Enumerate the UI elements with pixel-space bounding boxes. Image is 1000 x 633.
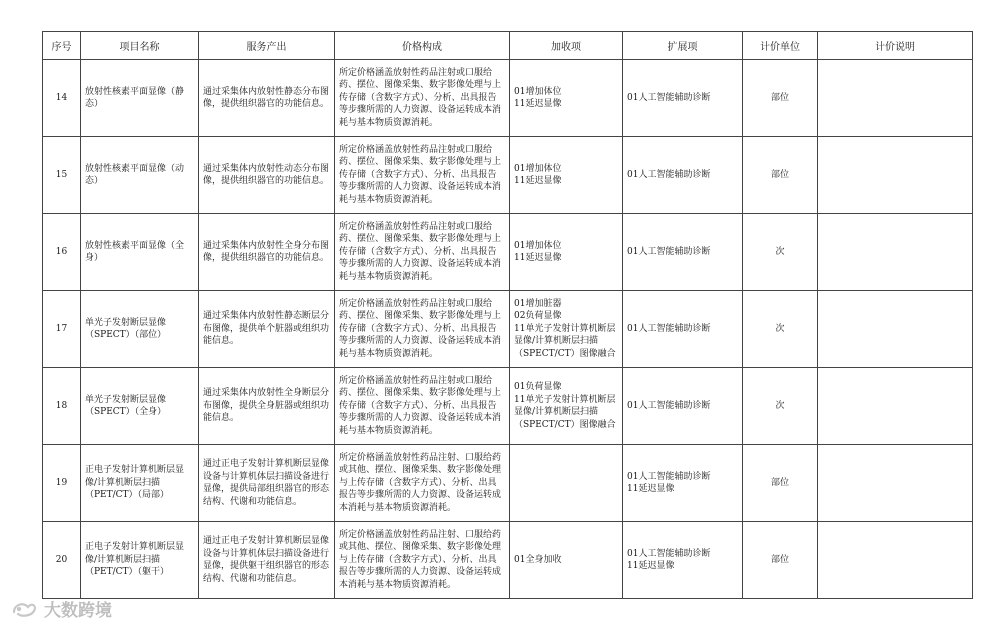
cell-price: 所定价格涵盖放射性药品注射或口服给药、摆位、图像采集、数字影像处理与上传存储（含数字方式）、分析、出具报告等步骤所需的人力资源、设备运转成本消耗与基本物质资源消耗。 — [335, 291, 510, 368]
cell-no: 14 — [43, 60, 81, 137]
cell-surcharge: 01增加脏器 02负荷显像 11单光子发射计算机断层显像/计算机断层扫描（SPECT/CT）图像融合 — [510, 291, 623, 368]
cell-no: 15 — [43, 137, 81, 214]
cell-extension: 01人工智能辅助诊断 — [623, 137, 743, 214]
table-row — [43, 445, 973, 522]
cell-price: 所定价格涵盖放射性药品注射、口服给药或其他、摆位、图像采集、数字影像处理与上传存储（含数字方式）、分析、出具报告等步骤所需的人力资源、设备运转成本消耗与基本物质资源消耗。 — [335, 445, 510, 522]
cell-note — [818, 368, 973, 445]
table-row — [43, 214, 973, 291]
cell-surcharge: 01增加体位 11延迟显像 — [510, 137, 623, 214]
header-output: 服务产出 — [199, 32, 335, 60]
cell-unit: 部位 — [743, 60, 818, 137]
cell-surcharge: 01负荷显像 11单光子发射计算机断层显像/计算机断层扫描（SPECT/CT）图像融合 — [510, 368, 623, 445]
cell-output: 通过采集体内放射性动态分布图像，提供组织器官的功能信息。 — [199, 137, 335, 214]
cell-unit: 次 — [743, 368, 818, 445]
cell-unit: 部位 — [743, 137, 818, 214]
table-row — [43, 368, 973, 445]
cell-surcharge: 01增加体位 11延迟显像 — [510, 214, 623, 291]
cell-no: 17 — [43, 291, 81, 368]
cell-price: 所定价格涵盖放射性药品注射或口服给药、摆位、图像采集、数字影像处理与上传存储（含数字方式）、分析、出具报告等步骤所需的人力资源、设备运转成本消耗与基本物质资源消耗。 — [335, 214, 510, 291]
cell-no: 16 — [43, 214, 81, 291]
header-unit: 计价单位 — [743, 32, 818, 60]
cell-note — [818, 214, 973, 291]
table-row — [43, 522, 973, 599]
cell-unit: 次 — [743, 291, 818, 368]
cell-extension: 01人工智能辅助诊断 11延迟显像 — [623, 522, 743, 599]
cell-price: 所定价格涵盖放射性药品注射、口服给药或其他、摆位、图像采集、数字影像处理与上传存储（含数字方式）、分析、出具报告等步骤所需的人力资源、设备运转成本消耗与基本物质资源消耗。 — [335, 522, 510, 599]
table-header-row — [43, 32, 973, 60]
cell-output: 通过正电子发射计算机断层显像设备与计算机体层扫描设备进行显像，提供局部组织器官的形态结构、代谢和功能信息。 — [199, 445, 335, 522]
cell-output: 通过采集体内放射性全身断层分布图像，提供全身脏器或组织功能信息。 — [199, 368, 335, 445]
watermark-text: 大数跨境 — [44, 601, 112, 621]
header-price: 价格构成 — [335, 32, 510, 60]
cell-note — [818, 291, 973, 368]
cell-name: 正电子发射计算机断层显像/计算机断层扫描（PET/CT）（局部） — [81, 445, 199, 522]
cell-no: 20 — [43, 522, 81, 599]
cell-unit: 次 — [743, 214, 818, 291]
cell-name: 放射性核素平面显像（动态） — [81, 137, 199, 214]
watermark-logo-icon — [10, 598, 38, 620]
cell-extension: 01人工智能辅助诊断 — [623, 291, 743, 368]
cell-extension: 01人工智能辅助诊断 — [623, 214, 743, 291]
header-note: 计价说明 — [818, 32, 973, 60]
cell-note — [818, 522, 973, 599]
cell-unit: 部位 — [743, 522, 818, 599]
cell-surcharge — [510, 445, 623, 522]
cell-output: 通过采集体内放射性静态分布图像，提供组织器官的功能信息。 — [199, 60, 335, 137]
cell-note — [818, 445, 973, 522]
pricing-table — [42, 31, 973, 599]
header-no: 序号 — [43, 32, 81, 60]
cell-price: 所定价格涵盖放射性药品注射或口服给药、摆位、图像采集、数字影像处理与上传存储（含数字方式）、分析、出具报告等步骤所需的人力资源、设备运转成本消耗与基本物质资源消耗。 — [335, 60, 510, 137]
cell-name: 放射性核素平面显像（全身） — [81, 214, 199, 291]
table-row — [43, 60, 973, 137]
watermark — [10, 596, 112, 621]
header-extension: 扩展项 — [623, 32, 743, 60]
header-surcharge: 加收项 — [510, 32, 623, 60]
cell-no: 18 — [43, 368, 81, 445]
cell-note — [818, 60, 973, 137]
cell-no: 19 — [43, 445, 81, 522]
cell-price: 所定价格涵盖放射性药品注射或口服给药、摆位、图像采集、数字影像处理与上传存储（含数字方式）、分析、出具报告等步骤所需的人力资源、设备运转成本消耗与基本物质资源消耗。 — [335, 137, 510, 214]
table-row — [43, 137, 973, 214]
cell-extension: 01人工智能辅助诊断 — [623, 60, 743, 137]
cell-output: 通过采集体内放射性静态断层分布图像，提供单个脏器或组织功能信息。 — [199, 291, 335, 368]
cell-surcharge: 01增加体位 11延迟显像 — [510, 60, 623, 137]
header-name: 项目名称 — [81, 32, 199, 60]
cell-unit: 部位 — [743, 445, 818, 522]
cell-extension: 01人工智能辅助诊断 11延迟显像 — [623, 445, 743, 522]
cell-note — [818, 137, 973, 214]
cell-name: 正电子发射计算机断层显像/计算机断层扫描（PET/CT）（躯干） — [81, 522, 199, 599]
cell-output: 通过采集体内放射性全身分布图像，提供组织器官的功能信息。 — [199, 214, 335, 291]
cell-extension: 01人工智能辅助诊断 — [623, 368, 743, 445]
cell-name: 放射性核素平面显像（静态） — [81, 60, 199, 137]
cell-surcharge: 01全身加收 — [510, 522, 623, 599]
cell-price: 所定价格涵盖放射性药品注射或口服给药、摆位、图像采集、数字影像处理与上传存储（含数字方式）、分析、出具报告等步骤所需的人力资源、设备运转成本消耗与基本物质资源消耗。 — [335, 368, 510, 445]
cell-name: 单光子发射断层显像（SPECT）（部位） — [81, 291, 199, 368]
cell-name: 单光子发射断层显像（SPECT）（全身） — [81, 368, 199, 445]
cell-output: 通过正电子发射计算机断层显像设备与计算机体层扫描设备进行显像，提供躯干组织器官的形态结构、代谢和功能信息。 — [199, 522, 335, 599]
table-row — [43, 291, 973, 368]
